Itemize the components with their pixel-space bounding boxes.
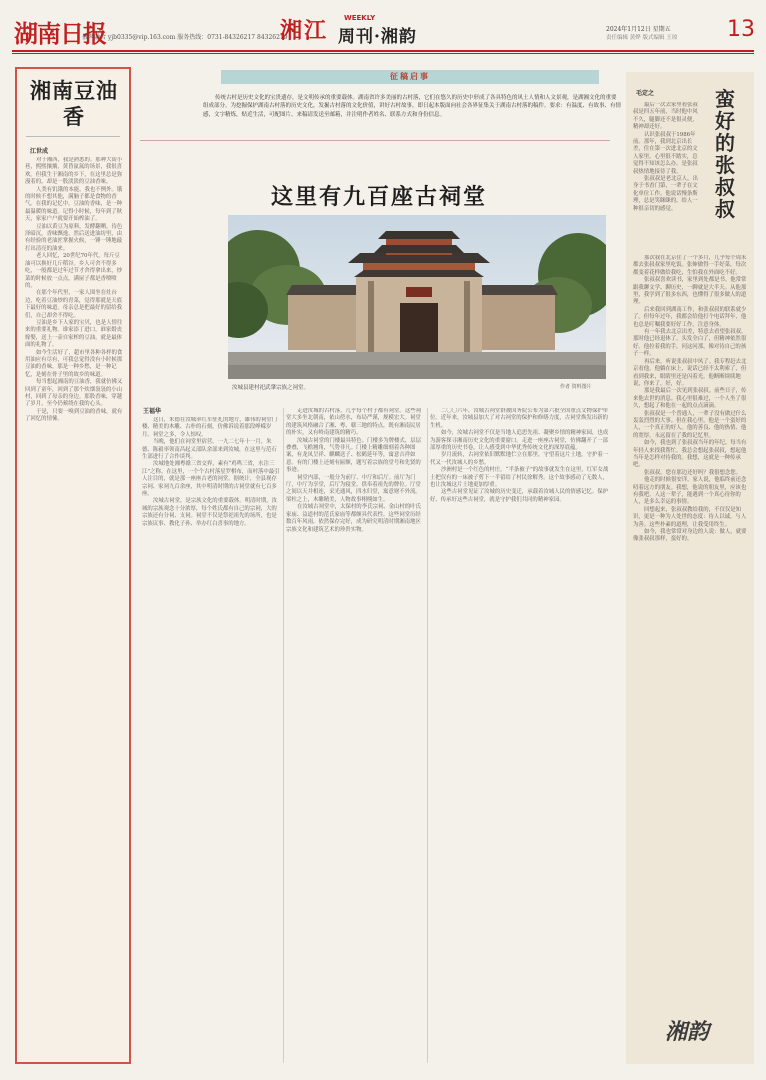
intro-divider: [140, 140, 610, 141]
call-for-papers-title: 征稿启事: [390, 71, 430, 81]
right-essay-body: [633, 255, 749, 1045]
paragraph: 当晚，他们在祠堂里宿营。一九二七年十一月，朱德、陈毅率领南昌起义部队余部来到汝城，在这里与范石生部进行了合作谈判。: [142, 439, 277, 461]
paragraph: 如今，汝城古祠堂不仅是当地人追思先祖、凝聚乡情的精神家园，也成为游客探寻湘南历史文化的重要窗口。走进一座座古祠堂，仿佛翻开了一部部厚重的历史书卷，让人感受到中华优秀传统文化的深厚底蕴。: [430, 430, 609, 452]
hotline-text: 报网融合 yjb0335@vip.163.com 服务热线：0731-84326217 84326219: [82, 34, 288, 41]
issue-date: 2024年1月12日 星期五: [606, 26, 671, 33]
masthead-rule: [12, 50, 754, 52]
paragraph: 二〇〇六年，汝城古祠堂群被国务院公布为第六批全国重点文物保护单位。近年来，汝城县加大了对古祠堂的保护和修缮力度，古祠堂焕发出新的生机。: [430, 408, 609, 429]
paragraph: 在汝城古祠堂中，太保村的李氏宗祠、金山村的叶氏家庙、益道村的范氏家庙等都颇具代表性。这些祠堂历经数百年风雨，依然保存完好，成为研究明清时期湘南地区宗族文化和建筑艺术的珍贵实物。: [286, 504, 421, 533]
section-subtitle: 周刊·湘韵: [338, 27, 417, 47]
paragraph: 张叔叔是老北京人，出身于书香门第，一辈子在文化单位工作。他说话慢条斯理，总是笑眯眯的，给人一种很亲切的感觉。: [633, 176, 698, 212]
paragraph: 张叔叔喜欢读书，家里到处都是书。他常常跟我聊文学、聊历史，一聊就是大半天。从他那里，我学到了很多东西，也懂得了很多做人的道理。: [633, 277, 747, 306]
article-column-1: [142, 417, 282, 1065]
paragraph: 汝城古祠堂的门楼最具特色。门楼多为牌楼式，层层叠叠，飞檐翘角，气势非凡。门楼上精雕细刻着各种图案，有龙凤呈祥、麒麟送子、松鹤延年等，寓意吉祥如意。有的门楼上还刻有匾额，题写着宗族的堂号和先贤的事迹。: [286, 437, 421, 474]
column-divider: [283, 408, 284, 1063]
calligraphy-signature: 湘韵: [665, 1019, 710, 1045]
paragraph: 沙洲村是一个红色的村庄。“半条被子”的故事就发生在这里，红军女战士把仅有的一床被子剪下一半留给了村民徐解秀。这个故事感动了无数人，也让汝城这片土地更加厚重。: [430, 467, 609, 489]
right-essay-title: 蛮好的张叔叔: [715, 87, 735, 221]
paragraph: 如今生活好了，超市里各种各样的食用油应有尽有，可我总觉得没有小时候那豆油的香味。那是一种乡愁，是一种记忆，是刻在骨子里的故乡的味道。: [25, 349, 123, 378]
editor-credit: 责任编辑 黄烨 版式编辑 王琼: [606, 35, 678, 41]
paragraph: 那次我在北京住了一个多月，几乎每个周末都去张叔叔家里吃饭。张婶做得一手好菜，每次都变着花样做给我吃，生怕我在外面吃不好。: [633, 255, 747, 276]
paragraph: 最后一次去家里看张叔叔是四五年前，当时他中风不久，腿脚还不是很灵便，精神却还好。: [633, 102, 698, 131]
paragraph: 这些古祠堂见证了汝城的历史变迁，承载着汝城人民的情感记忆。保护好、传承好这些古祠堂，就是守护我们共同的精神家园。: [430, 489, 609, 503]
section-title: [280, 14, 328, 45]
photo-credit: 作者 资料图片: [560, 384, 592, 390]
photo-caption: 汝城县建村祀武肇宗族之祠堂。: [232, 385, 310, 391]
paragraph: 在那个年代里，一家人围坐在灶台边，吃着豆油炒的青菜，觉得那就是天底下最好的味道。母亲总是把最好的留给我们，自己却舍不得吃。: [25, 290, 123, 319]
paragraph: 汝城地处湘粤赣三省交界，素有“鸡鸣三省，水注三江”之称。在这里，一个个古村落星罗棋布，而村落中最引人注目的，就是那一座座古老的祠堂。据统计，全县现存宗祠、家祠九百余座，其中明清时期的古祠堂就有七百多座。: [142, 461, 280, 498]
paragraph: 汝城古祠堂，是宗族文化的重要载体。明清时期，汝城的宗族观念十分浓厚，每个姓氏都有自己的宗祠，大的宗族还有分祠、支祠。祠堂不仅是祭祀祖先的场所，也是宗族议事、教化子孙、举办红白喜事的地方。: [142, 498, 277, 527]
paragraph: 那是我最后一次见到张叔叔。前些日子，传来他去世的消息。我心里很难过，一个人坐了很久，想起了和他在一起的点点滴滴。: [633, 388, 747, 410]
paragraph: 老人回忆，20世纪70年代，每斤豆油可以换好几斤稻谷。乡人可舍不得多吃，一般都是过年过节才舍得拿出来，炒菜的时候放一点点，满屋子都是香喷喷的。: [25, 253, 123, 289]
section-name: 湘江: [280, 18, 329, 44]
paragraph: 张叔叔，您在那边还好吗？我很想念您。: [644, 469, 742, 476]
paragraph: 再后来，听说张叔叔中风了。我专程赶去北京看他。他躺在床上，说话已经不太利索了，但看到我来，眼睛里还是闪着光。他断断续续地说，你来了，好，好。: [633, 358, 747, 387]
paragraph: 回想起来，张叔叔教给我的，不仅仅是知识，更是一种为人处世的态度：待人以诚，与人为善。这些朴素的道理，让我受用终生。: [633, 506, 747, 528]
paragraph: 祠堂内部，一般分为前厅、中厅和后厅。前厅为门厅，中厅为享堂，后厅为寝堂，供奉着祖先的牌位。厅堂之间以天井相连，采光通风，四水归堂，寓意财不外流。梁柱之上，木雕精美，人物故事栩栩如生。: [286, 474, 421, 503]
paragraph: 有一年我去北京出差，特意去看望张叔叔。那时他已经退休了，头发全白了，但精神依然很好。他拉着我的手，问这问那，像对待自己的孩子一样。: [633, 329, 747, 358]
article-author: 王福华: [143, 408, 162, 415]
weekly-label: WEEKLY: [344, 14, 376, 22]
paragraph: 认识张叔叔于1986年前。那年，我到北京出长差，住在第一次进北京的文人家里，心里很不踏实，总觉得不知该怎么办。是张叔叔热情地接待了我。: [633, 131, 698, 175]
paragraph: 豆油是乡下人家的宝贝，也是人情往来的重要礼物。谁家添丁进口，谁家婚丧嫁娶，送上一壶自家榨的豆油，就是最体面的礼物了。: [25, 319, 123, 349]
paragraph: 岁月流转，古祠堂依旧默默地伫立在那里，守望着这片土地，守护着一代又一代汝城人的乡愁。: [430, 452, 609, 466]
column-divider: [427, 408, 428, 1063]
paragraph: 豆油以黄豆为原料，发酵翻晒，待色泽暗沉，香味飘逸，然后送进油坊里，由有经验的老油匠掌握火候，一锤一锤地敲打出清亮的油来。: [25, 223, 123, 252]
ancestral-hall-illustration: [228, 215, 606, 379]
paragraph: 于是，只要一嗅到豆油的香味，就有了回忆的情愫。: [25, 408, 123, 423]
paragraph: 这日，朱德在汝城率红军驻扎的地方，雄伟的祠堂门楼、精美的木雕、古朴的石刻，仿佛诉说着那段峥嵘岁月。祠堂之多，令人惊叹。: [142, 417, 277, 438]
call-for-papers-text: 传统古村是历史文化的宝贵遗存，是文明传承的重要载体。湖南省许多美丽的古村落，它们在悠久的历史中形成了各具特色的风土人情和人文景观，是湖湘文化的重要组成部分。为挖掘保护湖南古村落的历史文化，发掘古村落的文化价值，讲好古村故事，即日起本版面向社会各界征集关于湖南古村落的稿件。要求：有温度、有故事、有情感，文字精炼，贴近生活，可配图片。来稿请发送至邮箱，并注明作者姓名、联系方式和身份信息。: [203, 95, 622, 118]
newspaper-logo: 湖南日报: [14, 19, 106, 48]
left-essay-title: 湘南豆油香: [30, 78, 118, 129]
paragraph: 如今，我也常常对身边的人说：做人，就要像张叔叔那样，蛮好的。: [633, 529, 747, 543]
ancestral-hall-photo: [228, 215, 606, 379]
paragraph: 张叔叔是一个普通人，一辈子没有做过什么轰轰烈烈的大事。但在我心里，他是一个蛮好的人，一个真正的好人。他的善良、他的热情、他的宽厚，永远留在了我的记忆里。: [633, 410, 747, 439]
page-number: 13: [727, 17, 755, 42]
article-headline: 这里有九百座古祠堂: [270, 184, 487, 210]
paragraph: 人类有饥饿的本能，我也不例外。饿的时候不想其他，满脑子都是食物的香气。在我的记忆中，豆油的香味，是一种最温暖的味道。记得小时候，每年到了秋天，家家户户就要开始榨油了。: [25, 186, 123, 223]
paragraph: 对于湘西，我是熟悉的。那种大街小巷，熙熙攘攘，黄昏氤氲的场景，我很喜欢。但我生于湘南的乡下，在这里总是弥漫着的，却是一股淡淡的豆油香味。: [25, 157, 123, 186]
paragraph: 如今，我也到了张叔叔当年的年纪。每当有年轻人来找我帮忙，我总会想起张叔叔，想起他当年是怎样对待我的。我想，这就是一种传承吧。: [633, 440, 747, 469]
article-column-3: [430, 408, 610, 1065]
right-essay-body-top: [633, 102, 703, 252]
masthead-rule-thin: [12, 53, 754, 54]
paragraph: 他走的时候很安详，家人说，他临终前还念叨着远方的朋友。我想，他说的朋友里，应该也有我吧。人这一辈子，能遇到一个真心待你的人，是多么幸运的事情。: [633, 477, 747, 506]
paragraph: 走进汝城的古村落，几乎每个村子都有祠堂。这些祠堂大多坐北朝南，依山傍水，布局严谨，规模宏大。祠堂的建筑风格融合了湘、粤、赣三地的特点，既有湘南民居的朴实，又有岭南建筑的精巧。: [286, 408, 421, 437]
left-title-divider: [26, 136, 120, 137]
paragraph: 每当想起湘南的豆油香，我就仿佛又回到了童年，回到了那个炊烟袅袅的小山村，回到了母亲的身边。那股香味，穿越了岁月，至今仍萦绕在我的心头。: [25, 379, 123, 408]
left-essay-body: [25, 157, 123, 1057]
article-column-2: [286, 408, 426, 1065]
left-essay-author: 江世成: [30, 148, 49, 155]
paragraph: 后来我回到湖南工作，和张叔叔的联系就少了。但每年过年，我都会给他打个电话拜年，他也总是叮嘱我要好好工作，注意身体。: [633, 306, 747, 328]
right-essay-author: 毛定之: [636, 90, 655, 97]
